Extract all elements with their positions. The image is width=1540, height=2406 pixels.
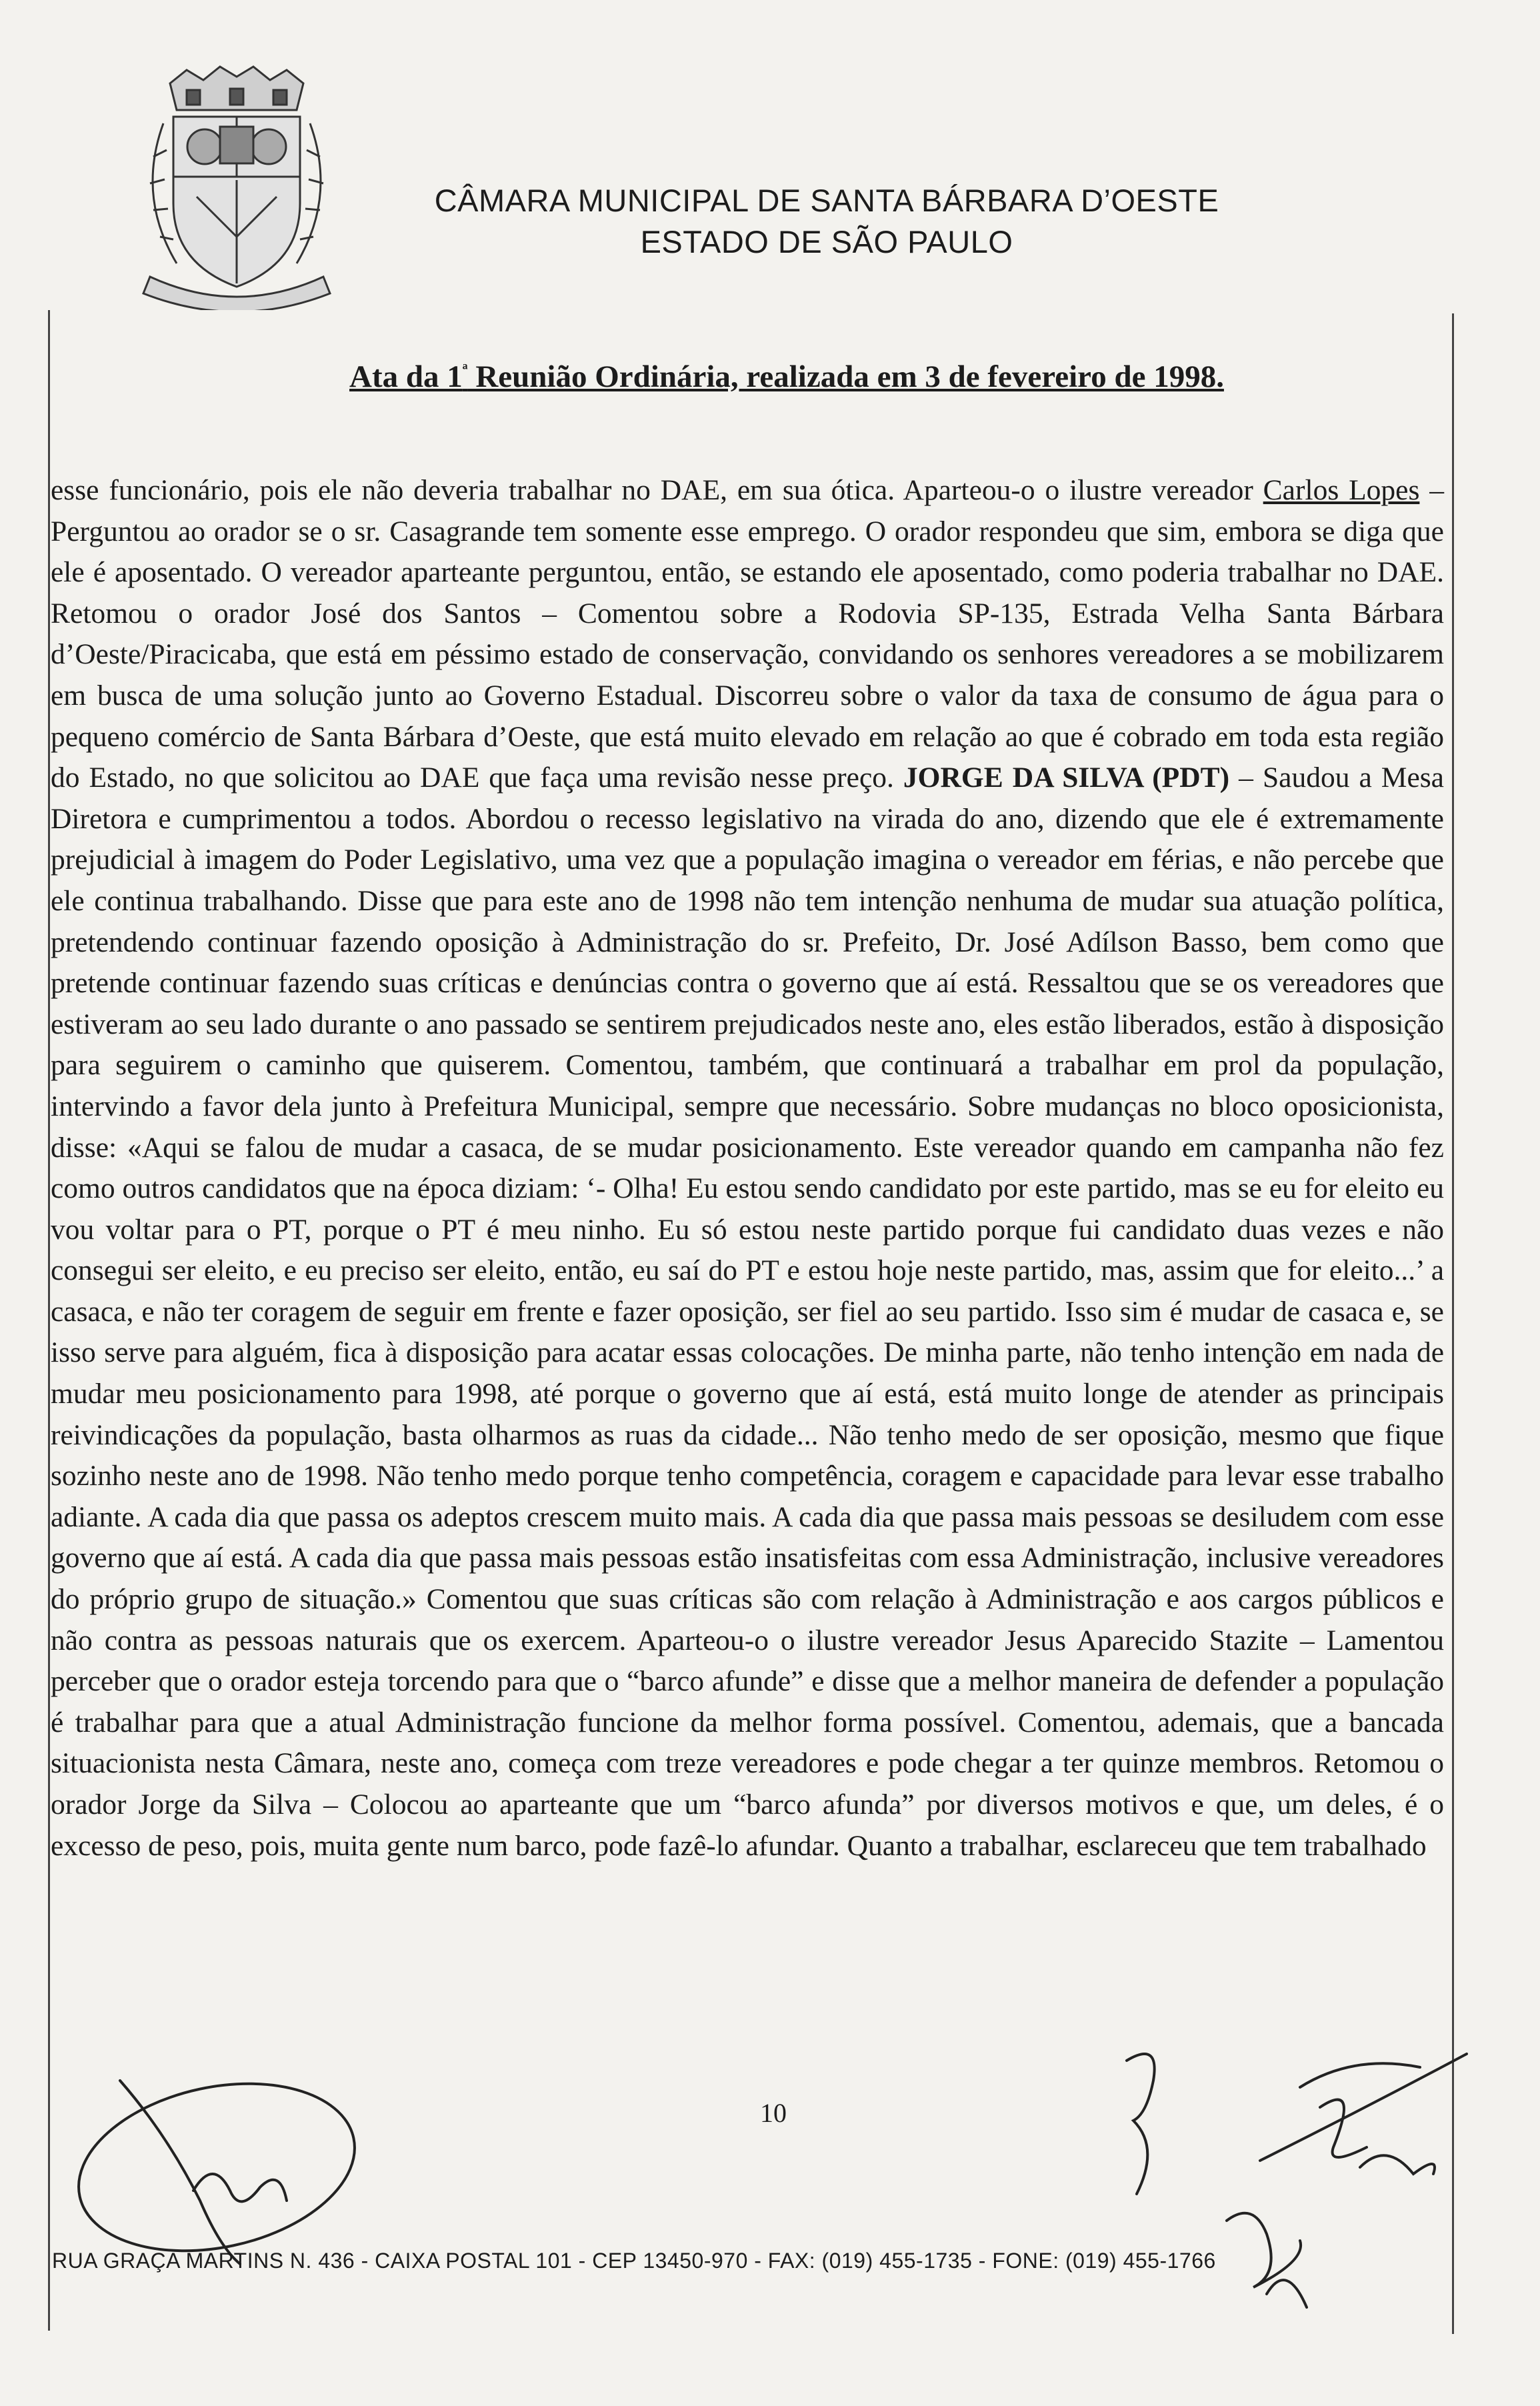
institution-header — [373, 180, 1280, 263]
coat-of-arms-icon — [123, 63, 350, 310]
institution-state: ESTADO DE SÃO PAULO — [640, 224, 1013, 259]
left-border-line — [48, 310, 50, 2331]
page-number: 10 — [760, 2098, 787, 2128]
right-border-line — [1452, 313, 1454, 2334]
footer-address: RUA GRAÇA MARTINS N. 436 - CAIXA POSTAL 101 - CEP 13450-970 - FAX: (019) 455-1735 - FONE: (019) 455-1766 — [52, 2249, 1216, 2273]
document-title: Ata da $1^ª$ Reunião Ordinária, realizada em 3 de fevereiro de 1998. — [349, 359, 1224, 394]
institution-name: CÂMARA MUNICIPAL DE SANTA BÁRBARA D’OESTE — [434, 183, 1219, 218]
councillor-name-underlined: Carlos Lopes — [1263, 474, 1420, 506]
speaker-heading: JORGE DA SILVA (PDT) — [903, 762, 1230, 794]
minutes-body: esse funcionário, pois ele não deveria trabalhar no DAE, em sua ótica. Aparteou-o o ilustre vereador Carlos Lopes – Perguntou ao orador se o sr. Casagrande tem somente esse emprego. O orador respondeu que sim, embora se diga que ele é aposentado. O vereador aparteante perguntou, então, se estando ele aposentado, como poderia trabalhar no DAE. Retomou o orador José dos Santos – Comentou sobre a Rodovia SP-135, Estrada Velha Santa Bárbara d’Oeste/Piracicaba, que está em péssimo estado de conservação, convidando os senhores vereadores a se mobilizarem em busca de uma solução junto ao Governo Estadual. Discorreu sobre o valor da taxa de consumo de água para o pequeno comércio de Santa Bárbara d’Oeste, que está muito elevado em relação ao que é cobrado em toda esta região do Estado, no que solicitou ao DAE que faça uma revisão nesse preço. JORGE DA SILVA (PDT) – Saudou a Mesa Diretora e cumprimentou a todos. Abordou o recesso legislativo na virada do ano, dizendo que ele é extremamente prejudicial à imagem do Poder Legislativo, uma vez que a população imagina o vereador em férias, e não percebe que ele continua trabalhando. Disse que para este ano de 1998 não tem intenção nenhuma de mudar sua atuação política, pretendendo continuar fazendo oposição à Administração do sr. Prefeito, Dr. José Adílson Basso, bem como que pretende continuar fazendo suas críticas e denúncias contra o governo que aí está. Ressaltou que se os vereadores que estiveram ao seu lado durante o ano passado se sentirem prejudicados neste ano, eles estão liberados, estão à disposição para seguirem o caminho que quiserem. Comentou, também, que continuará a trabalhar em prol da população, intervindo a favor dela junto à Prefeitura Municipal, sempre que necessário. Sobre mudanças no bloco oposicionista, disse: «Aqui se falou de mudar a casaca, de se mudar posicionamento. Este vereador quando em campanha não fez como outros candidatos que na época diziam: ‘- Olha! Eu estou sendo candidato por este partido, mas se eu for eleito eu vou voltar para o PT, porque o PT é meu ninho. Eu só estou neste partido porque fui candidato duas vezes e não consegui ser eleito, e eu preciso ser eleito, então, eu saí do PT e estou hoje neste partido, mas, assim que for eleito...’ a casaca, e não ter coragem de seguir em frente e fazer oposição, ser fiel ao seu partido. Isso sim é mudar de casaca e, se isso serve para alguém, fica à disposição para acatar essas colocações. De minha parte, não tenho intenção em nada de mudar meu posicionamento para 1998, até porque o governo que aí está, está muito longe de atender as principais reivindicações da população, basta olharmos as ruas da cidade... Não tenho medo de ser oposição, mesmo que fique sozinho neste ano de 1998. Não tenho medo porque tenho competência, coragem e capacidade para levar esse trabalho adiante. A cada dia que passa os adeptos crescem muito mais. A cada dia que passa mais pessoas se desiludem com esse governo que aí está. A cada dia que passa mais pessoas estão insatisfeitas com essa Administração, inclusive vereadores do próprio grupo de situação.» Comentou que suas críticas são com relação à Administração e aos cargos públicos e não contra as pessoas naturais que os exercem. Aparteou-o o ilustre vereador Jesus Aparecido Stazite – Lamentou perceber que o orador esteja torcendo para que o “barco afunde” e disse que a melhor maneira de defender a população é trabalhar para que a atual Administração funcione da melhor forma possível. Comentou, ademais, que a bancada situacionista nesta Câmara, neste ano, começa com treze vereadores e pode chegar a ter quinze membros. Retomou o orador Jorge da Silva – Colocou ao aparteante que um “barco afunda” por diversos motivos e que, um deles, é o excesso de peso, pois, muita gente num barco, pode fazê-lo afundar. Quanto a trabalhar, esclareceu que tem trabalhado — [51, 474, 1445, 1862]
